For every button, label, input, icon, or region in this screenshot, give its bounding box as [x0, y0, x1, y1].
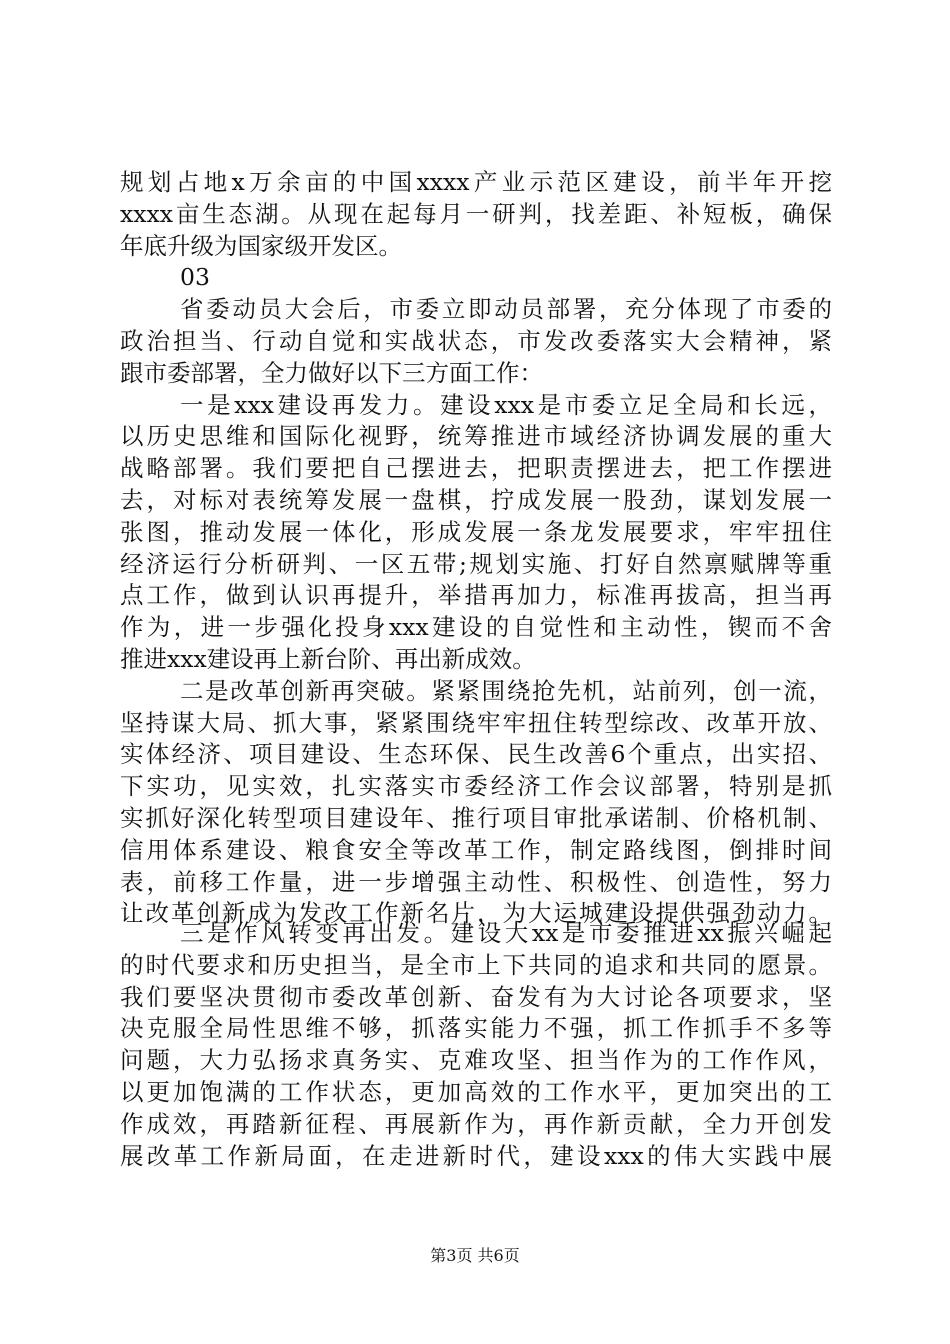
text-line: 一是xxx建设再发力。建设xxx是市委立足全局和长远， [180, 390, 832, 419]
text-line: 下实功，见实效，扎实落实市委经济工作会议部署，特别是抓 [120, 772, 832, 801]
text-line: 推进xxx建设再上新台阶、再出新成效。 [120, 644, 536, 673]
text-line: 以历史思维和国际化视野，统筹推进市域经济协调发展的重大 [120, 422, 832, 451]
text-line: 张图，推动发展一体化，形成发展一条龙发展要求，牢牢扭住 [120, 517, 832, 546]
text-line: 让改革创新成为发改工作新名片，为大运城建设提供强劲动力。 [120, 899, 832, 928]
text-line: 点工作，做到认识再提升，举措再加力，标准再拔高，担当再 [120, 581, 832, 610]
text-line: 以更加饱满的工作状态，更加高效的工作水平，更加突出的工 [120, 1077, 832, 1106]
text-line: 实抓好深化转型项目建设年、推行项目审批承诺制、价格机制、 [120, 803, 832, 832]
text-line: 年底升级为国家级开发区。 [120, 231, 402, 260]
text-line: 作成效，再踏新征程、再展新作为，再作新贡献，全力开创发 [120, 1109, 832, 1138]
text-line: 二是改革创新再突破。紧紧围绕抢先机，站前列，创一流， [180, 676, 832, 705]
text-line: 规划占地x万余亩的中国xxxx产业示范区建设，前半年开挖 [120, 168, 832, 196]
text-line: 信用体系建设、粮食安全等改革工作，制定路线图，倒排时间 [120, 835, 832, 864]
text-line: 实体经济、项目建设、生态环保、民生改善6个重点，出实招、 [120, 740, 832, 769]
text-line: 表，前移工作量，进一步增强主动性、积极性、创造性，努力 [120, 867, 832, 896]
text-line: 去，对标对表统筹发展一盘棋，拧成发展一股劲，谋划发展一 [120, 485, 832, 514]
text-line: 决克服全局性思维不够，抓落实能力不强，抓工作抓手不多等 [120, 1014, 832, 1043]
text-line: 政治担当、行动自觉和实战状态，市发改委落实大会精神，紧 [120, 326, 832, 355]
text-line: 我们要坚决贯彻市委改革创新、奋发有为大讨论各项要求，坚 [120, 982, 832, 1011]
text-line: 三是作风转变再出发。建设大xx是市委推进xx振兴崛起 [180, 919, 832, 947]
text-line: 展改革工作新局面，在走进新时代，建设xxx的伟大实践中展 [120, 1141, 832, 1170]
page-footer: 第3页 共6页 [430, 1246, 520, 1265]
body-text-bottom [120, 918, 832, 1172]
text-line: 省委动员大会后，市委立即动员部署，充分体现了市委的 [180, 295, 832, 324]
text-line: xxxx亩生态湖。从现在起每月一研判，找差距、补短板，确保 [120, 199, 832, 228]
section-number: 03 [180, 263, 210, 292]
body-text-top [120, 167, 832, 930]
text-line: 作为，进一步强化投身xxx建设的自觉性和主动性，锲而不舍 [120, 613, 832, 642]
text-line: 战略部署。我们要把自己摆进去，把职责摆进去，把工作摆进 [120, 454, 832, 483]
text-line: 坚持谋大局、抓大事，紧紧围绕牢牢扭住转型综改、改革开放、 [120, 708, 832, 737]
text-line: 跟市委部署，全力做好以下三方面工作： [120, 358, 543, 387]
text-line: 经济运行分析研判、一区五带;规划实施、打好自然禀赋牌等重 [120, 549, 832, 578]
text-line: 问题，大力弘扬求真务实、克难攻坚、担当作为的工作作风， [120, 1046, 832, 1075]
text-line: 的时代要求和历史担当，是全市上下共同的追求和共同的愿景。 [120, 950, 832, 979]
